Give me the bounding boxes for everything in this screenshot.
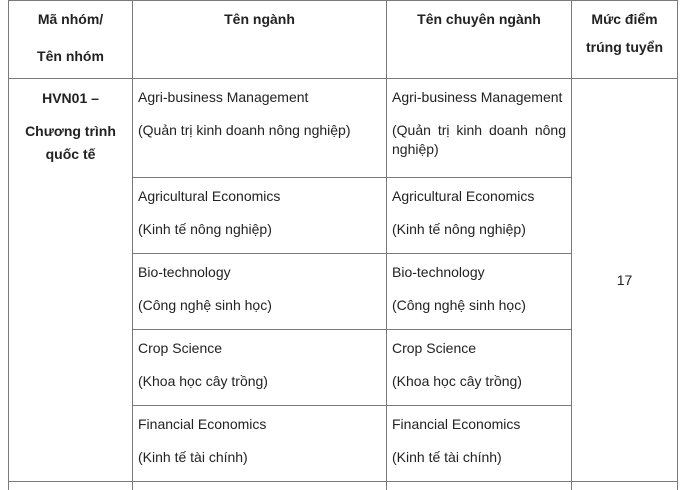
major-cell (133, 79, 387, 178)
header-major-name (133, 1, 387, 79)
major-vi: (Quản trị kinh doanh nông nghiệp) (138, 121, 381, 140)
spec-en: Agri-business Management (392, 88, 566, 107)
spec-vi: (Kinh tế tài chính) (392, 448, 566, 467)
group-name-line1: Chương trình (9, 122, 132, 141)
spec-vi: (Công nghệ sinh học) (392, 296, 566, 315)
major-en: Crop Science (138, 339, 381, 358)
group-cell (9, 79, 133, 482)
specialization-cell (387, 79, 572, 178)
partial-cell (133, 482, 387, 490)
header-score-line1: Mức điểm (572, 10, 677, 29)
spec-vi: (Quản trị kinh doanh nông nghiệp) (392, 121, 566, 159)
spec-en: Bio-technology (392, 263, 566, 282)
major-vi: (Kinh tế nông nghiệp) (138, 220, 381, 239)
admission-score-table (8, 0, 678, 490)
spec-en: Financial Economics (392, 415, 566, 434)
specialization-cell (387, 330, 572, 406)
spec-en: Crop Science (392, 339, 566, 358)
header-group-code (9, 1, 133, 79)
spec-vi: (Khoa học cây trồng) (392, 372, 566, 391)
partial-cell (387, 482, 572, 490)
group-code: HVN01 – (9, 89, 132, 108)
spec-vi: (Kinh tế nông nghiệp) (392, 220, 566, 239)
major-cell (133, 178, 387, 254)
major-en: Agri-business Management (138, 88, 381, 107)
header-group-code-line1: Mã nhóm/ (9, 10, 132, 29)
specialization-cell (387, 254, 572, 330)
major-cell (133, 254, 387, 330)
group-name-line2: quốc tế (9, 145, 132, 164)
major-en: Bio-technology (138, 263, 381, 282)
major-vi: (Công nghệ sinh học) (138, 296, 381, 315)
major-vi: (Khoa học cây trồng) (138, 372, 381, 391)
score-cell: 17 (572, 79, 678, 482)
major-en: Agricultural Economics (138, 187, 381, 206)
major-en: Financial Economics (138, 415, 381, 434)
specialization-cell (387, 406, 572, 482)
specialization-cell (387, 178, 572, 254)
header-group-code-line2: Tên nhóm (9, 47, 132, 66)
table-row-partial (9, 482, 678, 490)
table-row (9, 79, 678, 178)
header-score-line2: trúng tuyển (572, 38, 677, 57)
spec-en: Agricultural Economics (392, 187, 566, 206)
major-cell (133, 330, 387, 406)
major-vi: (Kinh tế tài chính) (138, 448, 381, 467)
partial-cell (572, 482, 678, 490)
header-specialization-name-text: Tên chuyên ngành (417, 11, 541, 27)
header-major-name-text: Tên ngành (224, 11, 295, 27)
partial-cell (9, 482, 133, 490)
header-admission-score (572, 1, 678, 79)
table-header-row (9, 1, 678, 79)
major-cell (133, 406, 387, 482)
header-specialization-name (387, 1, 572, 79)
